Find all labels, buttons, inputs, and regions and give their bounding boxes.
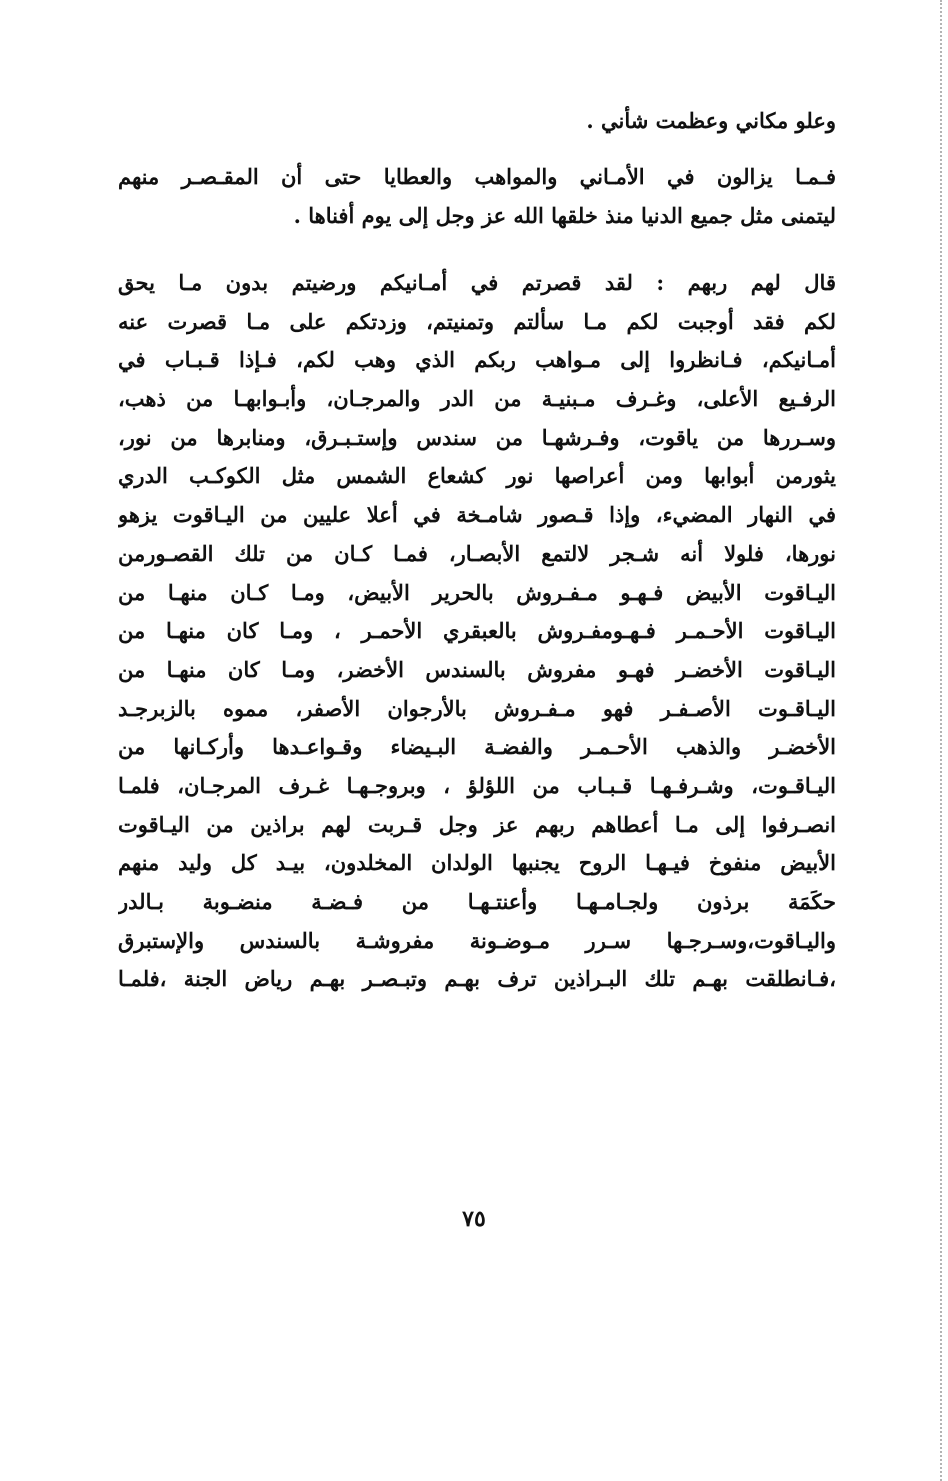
text-line: الرفـيع الأعلى، وغـرف مـبنيـة من الدر والمرجـان، وأبـوابهـا من ذهب، xyxy=(118,386,836,412)
text-line: اليـاقوت الأبيض فـهـو مـفـروش بالحرير الأبيض، ومـا كـان منهـا من xyxy=(118,579,836,605)
paragraph-2 xyxy=(118,158,836,235)
text-line: انصـرفوا إلى مـا أعطاهم ربهم عز وجل قـربت لهم براذين من اليـاقوت xyxy=(118,811,836,837)
text-line: وسـررها من ياقوت، وفـرشهـا من سندس وإستـبـرق، ومنابرها من نور، xyxy=(118,424,836,450)
text-line: اليـاقوت الأخضـر فهـو مفروش بالسندس الأخضر، ومـا كان منهـا من xyxy=(118,656,836,682)
text-line xyxy=(118,999,836,1038)
text-line: أمـانيكم، فـانظروا إلى مـواهب ربكم الذي وهب لكم، فـإذا قـبـاب في xyxy=(118,347,836,373)
scan-edge xyxy=(940,0,942,1481)
text-line: الأخضـر والذهب الأحـمـر والفضـة البـيضاء وقـواعـدها وأركـانها من xyxy=(118,734,836,760)
paragraph-1 xyxy=(118,102,836,141)
text-line: حكَمَة برذون ولجـامـهـا وأعنتـهـا من فـضـة منضـوبة بـالدر xyxy=(118,889,836,914)
text-line: لكم فقد أوجبت لكم مـا سألتم وتمنيتم، وزدتكم على مـا قصرت عنه xyxy=(118,308,836,334)
text-line: اليـاقـوت، وشـرفـهـا قـبـاب من اللؤلؤ ، وبروجـهـا غـرف المرجـان، فلمـا xyxy=(118,772,836,798)
text-line: يثورمن أبوابها ومن أعراصها نور كشعاع الشمس مثل الكوكـب الدري xyxy=(118,463,836,489)
text-line: ،فـانطلقت بهـم تلك البـراذين ترف بهـم وتبـصـر بهـم رياض الجنة ،فلمـا xyxy=(118,966,836,992)
text-line: ليتمنى مثل جميع الدنيا منذ خلقها الله عز وجل إلى يوم أفناها . xyxy=(293,202,836,228)
text-line xyxy=(118,1038,836,1077)
text-line: قال لهم ربهم : لقد قصرتم في أمـانيكم ورضيتم بدون مـا يحق xyxy=(118,270,836,295)
text-line: فـمـا يزالون في الأمـاني والمواهب والعطايا حتى أن المقـصـر منهم xyxy=(118,164,836,189)
text-line: وعلو مكاني وعظمت شأني . xyxy=(586,108,836,133)
text-line: اليـاقوت الأحـمـر فـهـومفـروش بالعبقري الأحمـر ، ومـا كان منهـا من xyxy=(118,618,836,644)
text-line: الأبيض منفوخ فيـهـا الروح يجنبها الولدان المخلدون، بيـد كل وليد منهم xyxy=(118,850,836,876)
paragraph-3 xyxy=(118,264,836,1115)
text-line: اليـاقـوت الأصـفـر فهو مـفـروش بالأرجوان الأصفر، مموه بالزبرجـد xyxy=(118,695,836,721)
page-number: ٧٥ xyxy=(462,1206,486,1232)
text-line: في النهار المضيء، وإذا قـصور شامـخة في أعلا عليين من اليـاقوت يزهو xyxy=(118,502,836,528)
text-line xyxy=(118,1076,836,1115)
text-line: نورها، فلولا أنه شـجر لالتمع الأبصـار، فمـا كـان من تلك القصـورمن xyxy=(118,540,836,566)
text-line: واليـاقوت،وسـرجـها سـرر مـوضـونة مفروشـة بالسندس والإستبرق xyxy=(118,927,836,953)
